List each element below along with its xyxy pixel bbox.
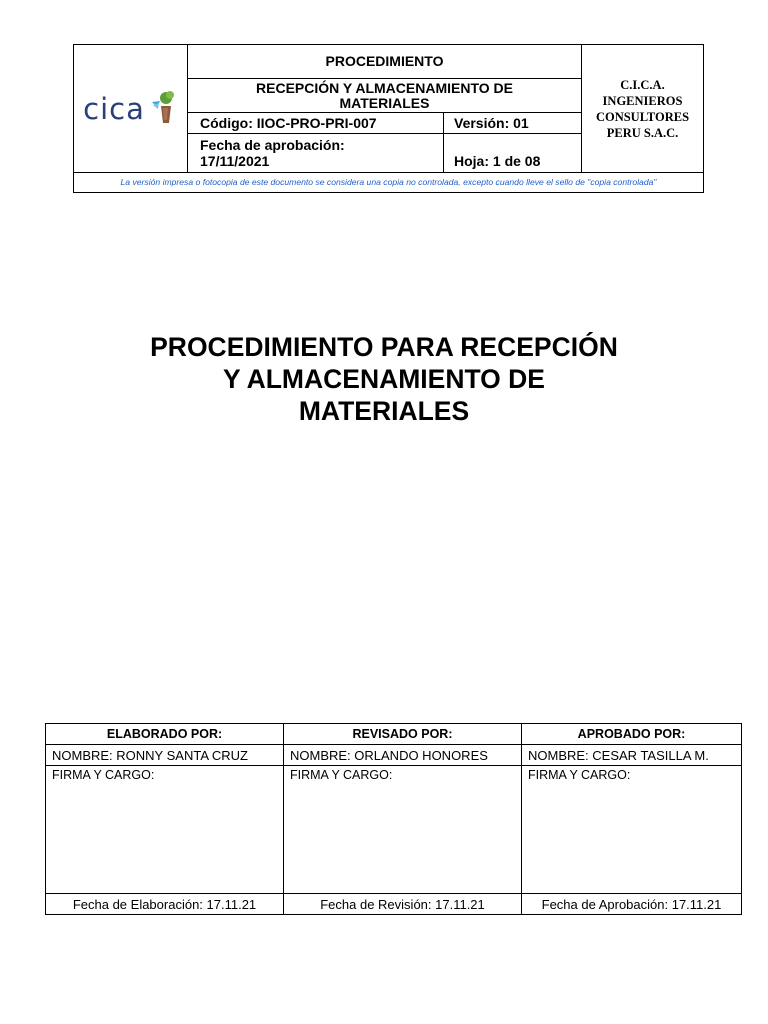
title-line: PROCEDIMIENTO PARA RECEPCIÓN — [150, 332, 618, 362]
reviewed-by-header: REVISADO POR: — [352, 727, 453, 741]
elaboration-date: Fecha de Elaboración: 17.11.21 — [72, 896, 257, 912]
company-name-line: CONSULTORES — [595, 109, 690, 124]
document-header — [73, 44, 704, 193]
sheet-number: Hoja: 1 de 08 — [454, 153, 541, 169]
company-name-line: C.I.C.A. — [620, 77, 665, 92]
company-name-line: PERU S.A.C. — [606, 125, 679, 140]
document-version: Versión: 01 — [454, 115, 529, 131]
procedure-name-line: RECEPCIÓN Y ALMACENAMIENTO DE — [256, 79, 513, 96]
company-name-line: INGENIEROS — [602, 93, 683, 108]
elaborated-by-signature: FIRMA Y CARGO: — [52, 768, 155, 782]
elaborated-by-header: ELABORADO POR: — [106, 727, 223, 741]
procedure-name — [188, 79, 581, 112]
procedure-label: PROCEDIMIENTO — [325, 53, 444, 69]
title-line: MATERIALES — [298, 396, 470, 426]
procedure-name-line: MATERIALES — [339, 94, 430, 111]
reviewed-by-signature: FIRMA Y CARGO: — [290, 768, 393, 782]
company-logo — [74, 45, 188, 172]
approval-date — [188, 134, 443, 172]
title-line: Y ALMACENAMIENTO DE — [223, 364, 545, 394]
approval-date-label: Fecha de aprobación: — [200, 137, 345, 153]
uncontrolled-copy-notice: La versión impresa o fotocopia de este documento se considera una copia no controlada, excepto cuando lleve el sello de "copia controlada" — [120, 177, 657, 188]
logo-plant-icon — [149, 90, 179, 128]
elaborated-by-name: NOMBRE: RONNY SANTA CRUZ — [52, 747, 248, 763]
approved-by-header: APROBADO POR: — [577, 727, 686, 741]
company-name — [582, 45, 703, 172]
approval-signature-table — [45, 723, 742, 915]
approval-date-value: 17/11/2021 — [200, 153, 270, 169]
reviewed-by-name: NOMBRE: ORLANDO HONORES — [290, 747, 488, 763]
approved-by-name: NOMBRE: CESAR TASILLA M. — [528, 747, 709, 763]
logo-wordmark: cica — [83, 91, 145, 126]
approval-date-footer: Fecha de Aprobación: 17.11.21 — [541, 896, 722, 912]
document-title — [60, 331, 708, 427]
review-date: Fecha de Revisión: 17.11.21 — [320, 896, 485, 912]
document-code: Código: IIOC-PRO-PRI-007 — [200, 115, 377, 131]
approved-by-signature: FIRMA Y CARGO: — [528, 768, 631, 782]
